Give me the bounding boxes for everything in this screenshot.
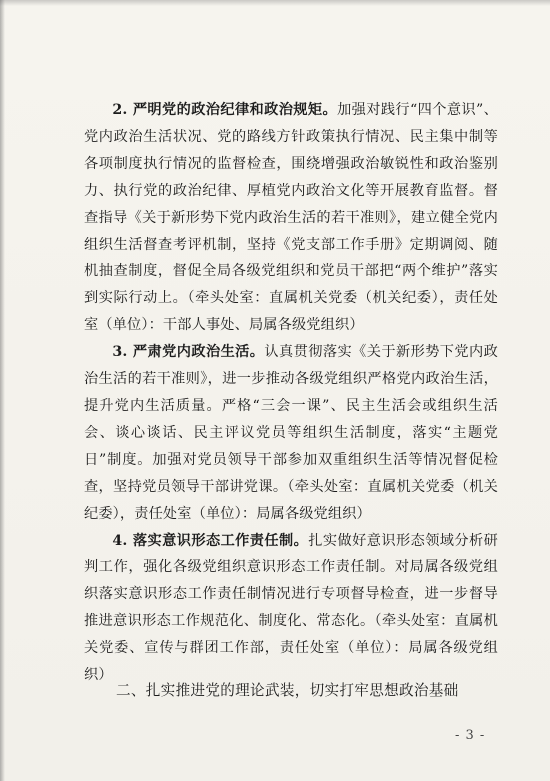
paragraph-heading: 4. 落实意识形态工作责任制。 bbox=[112, 532, 309, 549]
paragraph-item-3 bbox=[84, 339, 498, 527]
paragraph-text: 认真贯彻落实《关于新形势下党内政治生活的若干准则》，进一步推动各级党组织严格党内政治生活，提升党内生活质量。严格“三会一课”、民主生活会或组织生活会、谈心谈话、民主评议党员等组织生活制度，落实“主题党日”制度。加强对党员领导干部参加双重组织生活等情况督促检查，坚持党员领导干部讲党课。（牵头处室：直属机关党委（机关纪委），责任处室（单位）：局属各级党组织） bbox=[84, 344, 498, 522]
paragraph-item-2 bbox=[84, 97, 498, 339]
paragraph-item-4 bbox=[84, 528, 498, 689]
page-number: - 3 - bbox=[455, 728, 486, 743]
paragraph-text: 加强对践行“四个意识”、党内政治生活状况、党的路线方针政策执行情况、民主集中制等各项制度执行情况的监督检查，围绕增强政治敏锐性和政治鉴别力、执行党的政治纪律、厚植党内政治文化等开展教育监督。督查指导《关于新形势下党内政治生活的若干准则》，建立健全党内组织生活督查考评机制，坚持《党支部工作手册》定期调阅、随机抽查制度，督促全局各级党组织和党员干部把“两个维护”落实到实际行动上。（牵头处室：直属机关党委（机关纪委），责任处室（单位）：干部人事处、局属各级党组织） bbox=[84, 102, 498, 334]
paragraph-heading: 3. 严肃党内政治生活。 bbox=[112, 344, 265, 361]
section-heading: 二、扎实推进党的理论武装，切实打牢思想政治基础 bbox=[116, 682, 459, 699]
paragraph-heading: 2. 严明党的政治纪律和政治规矩。 bbox=[112, 102, 338, 118]
document-body bbox=[84, 97, 498, 689]
paragraph-text: 扎实做好意识形态领域分析研判工作，强化各级党组织意识形态工作责任制。对局属各级党组织落实意识形态工作责任制情况进行专项督导检查，进一步督导推进意识形态工作规范化、制度化、常态化。（牵头处室：直属机关党委、宣传与群团工作部，责任处室（单位）：局属各级党组织） bbox=[84, 532, 498, 684]
